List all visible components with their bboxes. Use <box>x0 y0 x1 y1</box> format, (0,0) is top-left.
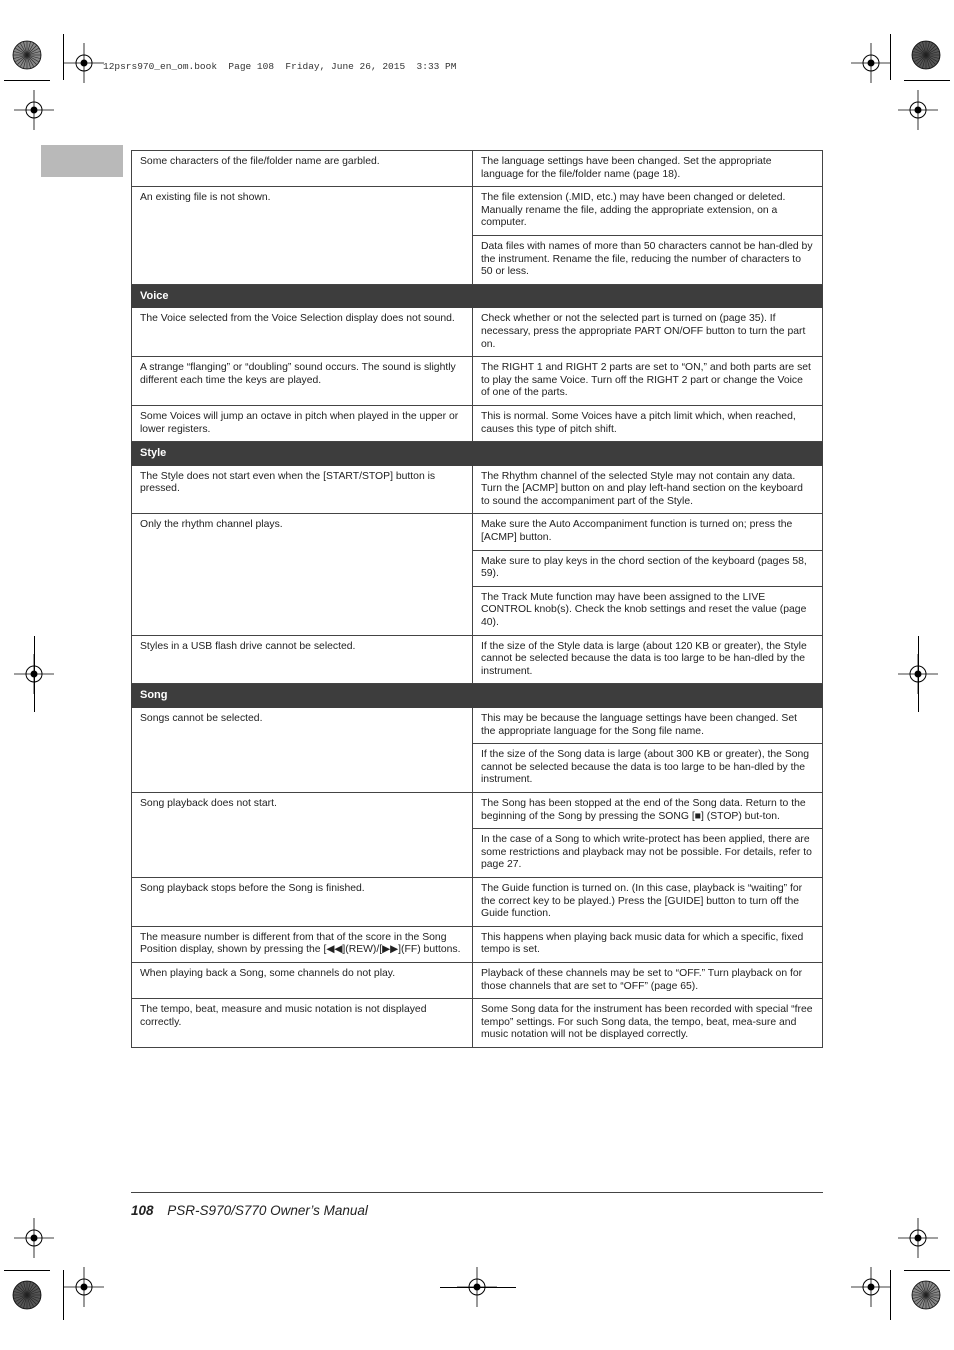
table-row <box>132 635 823 684</box>
cause-solution-cell: Check whether or not the selected part is turned on (page 35). If necessary, press the appropriate PART ON/OFF button to turn the part on. <box>473 308 823 357</box>
cause-solution-cell: The Track Mute function may have been assigned to the LIVE CONTROL knob(s). Check the knob settings and reset the value (page 40). <box>473 586 823 635</box>
table-row <box>132 962 823 998</box>
crop-mark <box>440 1287 516 1288</box>
section-title: Voice <box>132 284 823 308</box>
crop-mark <box>4 80 5 81</box>
problem-cell: An existing file is not shown. <box>132 187 473 285</box>
crop-mark <box>4 80 50 81</box>
troubleshooting-table <box>131 150 823 1048</box>
crop-mark <box>904 80 950 81</box>
cause-solution-cell: The file extension (.MID, etc.) may have been changed or deleted. Manually rename the file, adding the appropriate extension, on a computer. <box>473 187 823 236</box>
page-footer <box>131 1203 368 1218</box>
table-row <box>132 999 823 1048</box>
manual-title: PSR-S970/S770 Owner’s Manual <box>167 1203 368 1218</box>
cause-solution-cell: The Guide function is turned on. (In this case, playback is “waiting” for the correct key to be played.) Press the [GUIDE] button to turn off the Guide function. <box>473 877 823 926</box>
crop-mark <box>63 34 64 80</box>
registration-mark-icon <box>64 1267 104 1307</box>
registration-mark-icon <box>898 90 938 130</box>
problem-cell: When playing back a Song, some channels do not play. <box>132 962 473 998</box>
table-row <box>132 708 823 744</box>
registration-mark-icon <box>14 1218 54 1258</box>
crop-mark <box>904 1270 950 1271</box>
table-row <box>132 187 823 236</box>
table-row <box>132 357 823 406</box>
problem-cell: Only the rhythm channel plays. <box>132 514 473 635</box>
crop-mark <box>34 636 35 712</box>
table-row <box>132 405 823 441</box>
cause-solution-cell: Make sure to play keys in the chord section of the keyboard (pages 58, 59). <box>473 550 823 586</box>
problem-cell: The Style does not start even when the [START/STOP] button is pressed. <box>132 465 473 514</box>
color-target-icon <box>12 1280 42 1310</box>
problem-cell: Styles in a USB flash drive cannot be selected. <box>132 635 473 684</box>
problem-cell: A strange “flanging” or “doubling” sound occurs. The sound is slightly different each time the keys are played. <box>132 357 473 406</box>
crop-mark <box>918 636 919 712</box>
table-row <box>132 151 823 187</box>
page-number: 108 <box>131 1203 154 1218</box>
problem-cell: The measure number is different from that of the score in the Song Position display, shown by pressing the [◀◀](REW)/[▶▶](FF) buttons. <box>132 926 473 962</box>
registration-mark-icon <box>898 1218 938 1258</box>
footer-divider <box>131 1192 823 1193</box>
color-target-icon <box>911 1280 941 1310</box>
problem-cell: Song playback does not start. <box>132 792 473 877</box>
table-row <box>132 792 823 828</box>
section-header-row <box>132 684 823 708</box>
problem-cell: Some Voices will jump an octave in pitch when played in the upper or lower registers. <box>132 405 473 441</box>
section-title: Style <box>132 442 823 466</box>
table-row <box>132 877 823 926</box>
cause-solution-cell: If the size of the Song data is large (about 300 KB or greater), the Song cannot be selected because the data is too large to be han-dled by the instrument. <box>473 744 823 793</box>
cause-solution-cell: In the case of a Song to which write-protect has been applied, there are some restrictions and playback may not be possible. For details, refer to page 27. <box>473 829 823 878</box>
table-row <box>132 514 823 550</box>
table-row <box>132 465 823 514</box>
color-target-icon <box>911 40 941 70</box>
registration-mark-icon <box>851 43 891 83</box>
registration-mark-icon <box>64 43 104 83</box>
cause-solution-cell: Playback of these channels may be set to “OFF.” Turn playback on for those channels that are set to “OFF” (page 65). <box>473 962 823 998</box>
section-header-row <box>132 442 823 466</box>
section-title: Song <box>132 684 823 708</box>
cause-solution-cell: Make sure the Auto Accompaniment function is turned on; press the [ACMP] button. <box>473 514 823 550</box>
cause-solution-cell: The Rhythm channel of the selected Style may not contain any data. Turn the [ACMP] button on and play left-hand section on the keyboard to sound the accompaniment part of the Style. <box>473 465 823 514</box>
registration-mark-icon <box>14 90 54 130</box>
cause-solution-cell: If the size of the Style data is large (about 120 KB or greater), the Style cannot be selected because the data is too large to be han-dled by the instrument. <box>473 635 823 684</box>
crop-mark <box>63 1270 64 1320</box>
section-header-row <box>132 284 823 308</box>
cause-solution-cell: The RIGHT 1 and RIGHT 2 parts are set to “ON,” and both parts are set to play the same Voice. Turn off the RIGHT 2 part or change the Voice of one of the parts. <box>473 357 823 406</box>
print-header: 12psrs970_en_om.book Page 108 Friday, June 26, 2015 3:33 PM <box>103 61 457 72</box>
cause-solution-cell: The language settings have been changed. Set the appropriate language for the file/folder name (page 18). <box>473 151 823 187</box>
cause-solution-cell: This happens when playing back music data for which a specific, fixed tempo is set. <box>473 926 823 962</box>
cause-solution-cell: The Song has been stopped at the end of the Song data. Return to the beginning of the Song by pressing the SONG [■] (STOP) but-ton. <box>473 792 823 828</box>
cause-solution-cell: Data files with names of more than 50 characters cannot be han-dled by the instrument. Rename the file, reducing the number of characters to 50 or less. <box>473 235 823 284</box>
table-row <box>132 926 823 962</box>
color-target-icon <box>12 40 42 70</box>
cause-solution-cell: Some Song data for the instrument has been recorded with special “free tempo” settings. For such Song data, the tempo, beat, mea-sure and music notation will not be displayed correctly. <box>473 999 823 1048</box>
problem-cell: Song playback stops before the Song is finished. <box>132 877 473 926</box>
crop-mark <box>890 1270 891 1320</box>
crop-mark <box>890 34 891 80</box>
problem-cell: Songs cannot be selected. <box>132 708 473 793</box>
table-row <box>132 308 823 357</box>
side-tab <box>41 145 123 177</box>
problem-cell: The Voice selected from the Voice Selection display does not sound. <box>132 308 473 357</box>
cause-solution-cell: This is normal. Some Voices have a pitch limit which, when reached, causes this type of pitch shift. <box>473 405 823 441</box>
problem-cell: The tempo, beat, measure and music notation is not displayed correctly. <box>132 999 473 1048</box>
cause-solution-cell: This may be because the language settings have been changed. Set the appropriate language for the Song file name. <box>473 708 823 744</box>
registration-mark-icon <box>851 1267 891 1307</box>
crop-mark <box>4 1270 50 1271</box>
problem-cell: Some characters of the file/folder name are garbled. <box>132 151 473 187</box>
